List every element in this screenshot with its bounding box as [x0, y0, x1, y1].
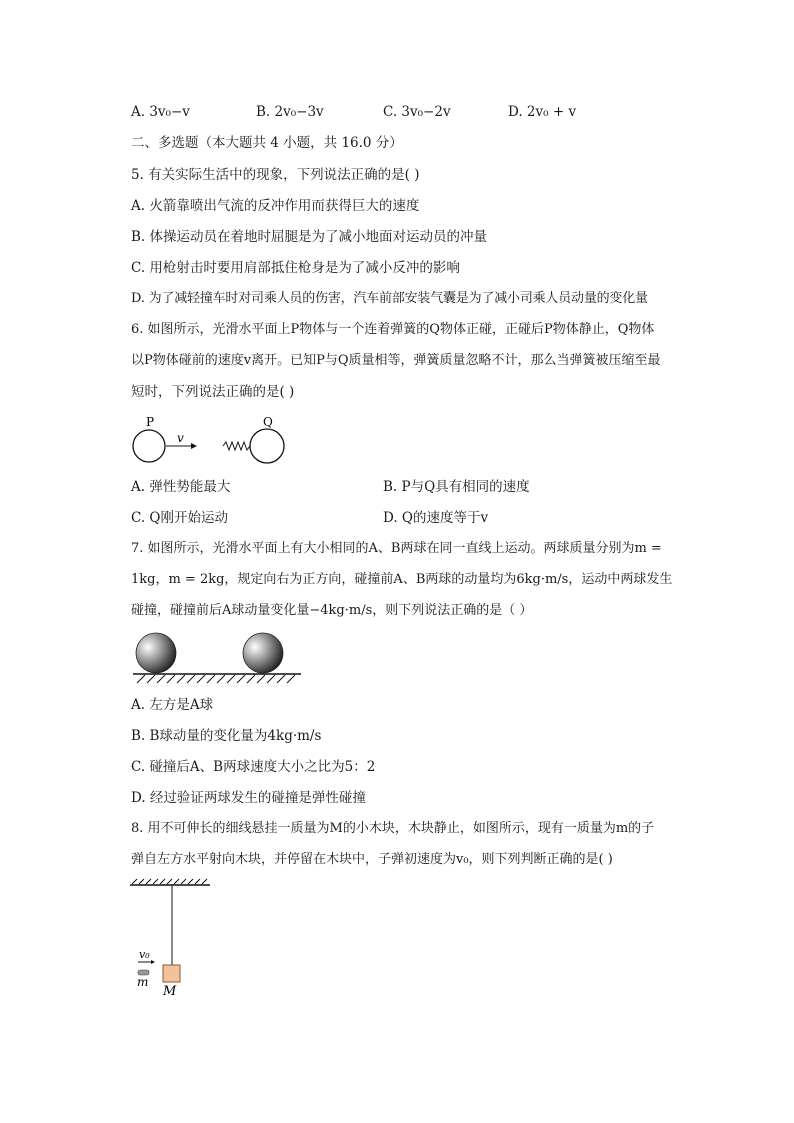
q8-label-big-m: M — [163, 984, 177, 998]
q6-option-d: D. Q的速度等于v — [383, 510, 489, 526]
q4-option-a: A. 3v₀−v — [131, 104, 190, 120]
q6-label-q: Q — [263, 415, 273, 429]
q6-arrow-head — [191, 443, 197, 449]
q7-option-d: D. 经过验证两球发生的碰撞是弹性碰撞 — [131, 790, 366, 806]
q6-option-c: C. Q刚开始运动 — [131, 510, 228, 526]
q8-wooden-block — [163, 965, 180, 982]
q8-label-small-m: m — [137, 975, 149, 989]
q7-stem-line-2: 1kg，m = 2kg，规定向右为正方向，碰撞前A、B两球的动量均为6kg·m/s，运动中两球发生 — [131, 572, 673, 587]
q6-stem-line-1: 6. 如图所示，光滑水平面上P物体与一个连着弹簧的Q物体正碰，正碰后P物体静止，Q物体 — [131, 322, 655, 337]
q8-label-v0: v₀ — [139, 948, 150, 961]
q7-option-c: C. 碰撞后A、B两球速度大小之比为5：2 — [131, 759, 376, 775]
q6-option-b: B. P与Q具有相同的速度 — [383, 479, 530, 495]
q7-option-b: B. B球动量的变化量为4kg·m/s — [131, 728, 322, 744]
q8-figure — [128, 878, 218, 998]
q6-option-a: A. 弹性势能最大 — [131, 479, 231, 495]
q6-label-v: v — [177, 431, 184, 445]
q6-stem-line-2: 以P物体碰前的速度v离开。已知P与Q质量相等，弹簧质量忽略不计，那么当弹簧被压缩至最 — [131, 353, 661, 368]
q6-spring — [223, 442, 250, 450]
q6-ball-p — [133, 430, 165, 462]
q7-ball-right — [243, 633, 283, 673]
q7-option-a: A. 左方是A球 — [131, 697, 214, 713]
q8-stem-line-2: 弹自左方水平射向木块，并停留在木块中，子弹初速度为v₀，则下列判断正确的是( ) — [131, 852, 613, 867]
q8-arrow-head — [151, 960, 155, 964]
section-title: 二、多选题（本大题共 4 小题，共 16.0 分） — [131, 135, 403, 151]
q6-options-row-2 — [131, 508, 691, 528]
q7-figure — [131, 631, 306, 687]
q8-stem-line-1: 8. 用不可伸长的细线悬挂一质量为M的小木块，木块静止，如图所示，现有一质量为m的子 — [131, 821, 655, 836]
q6-label-p: P — [146, 415, 155, 429]
q7-ball-left — [136, 633, 176, 673]
q4-option-c: C. 3v₀−2v — [383, 104, 451, 120]
q5-option-d: D. 为了减轻撞车时对司乘人员的伤害，汽车前部安装气囊是为了减小司乘人员动量的变化量 — [131, 291, 648, 306]
q5-stem: 5. 有关实际生活中的现象，下列说法正确的是( ) — [131, 167, 420, 183]
q4-option-d: D. 2v₀ + v — [508, 104, 577, 120]
q5-option-a: A. 火箭靠喷出气流的反冲作用而获得巨大的速度 — [131, 198, 420, 214]
q7-stem-line-1: 7. 如图所示，光滑水平面上有大小相同的A、B两球在同一直线上运动。两球质量分别为m = — [131, 541, 662, 556]
q8-ceiling-hatching — [132, 879, 207, 884]
q6-options-row-1 — [131, 477, 691, 497]
q4-option-b: B. 2v₀−3v — [256, 104, 324, 120]
q6-figure — [125, 412, 325, 472]
q6-stem-line-3: 短时，下列说法正确的是( ) — [131, 384, 295, 400]
q5-option-b: B. 体操运动员在着地时屈腿是为了减小地面对运动员的冲量 — [131, 229, 488, 245]
q5-option-c: C. 用枪射击时要用肩部抵住枪身是为了减小反冲的影响 — [131, 260, 460, 276]
q7-stem-line-3: 碰撞，碰撞前后A球动量变化量−4kg·m/s，则下列说法正确的是（ ） — [131, 603, 533, 618]
q6-ball-q — [250, 429, 284, 463]
q7-ground-hatching — [137, 675, 295, 683]
